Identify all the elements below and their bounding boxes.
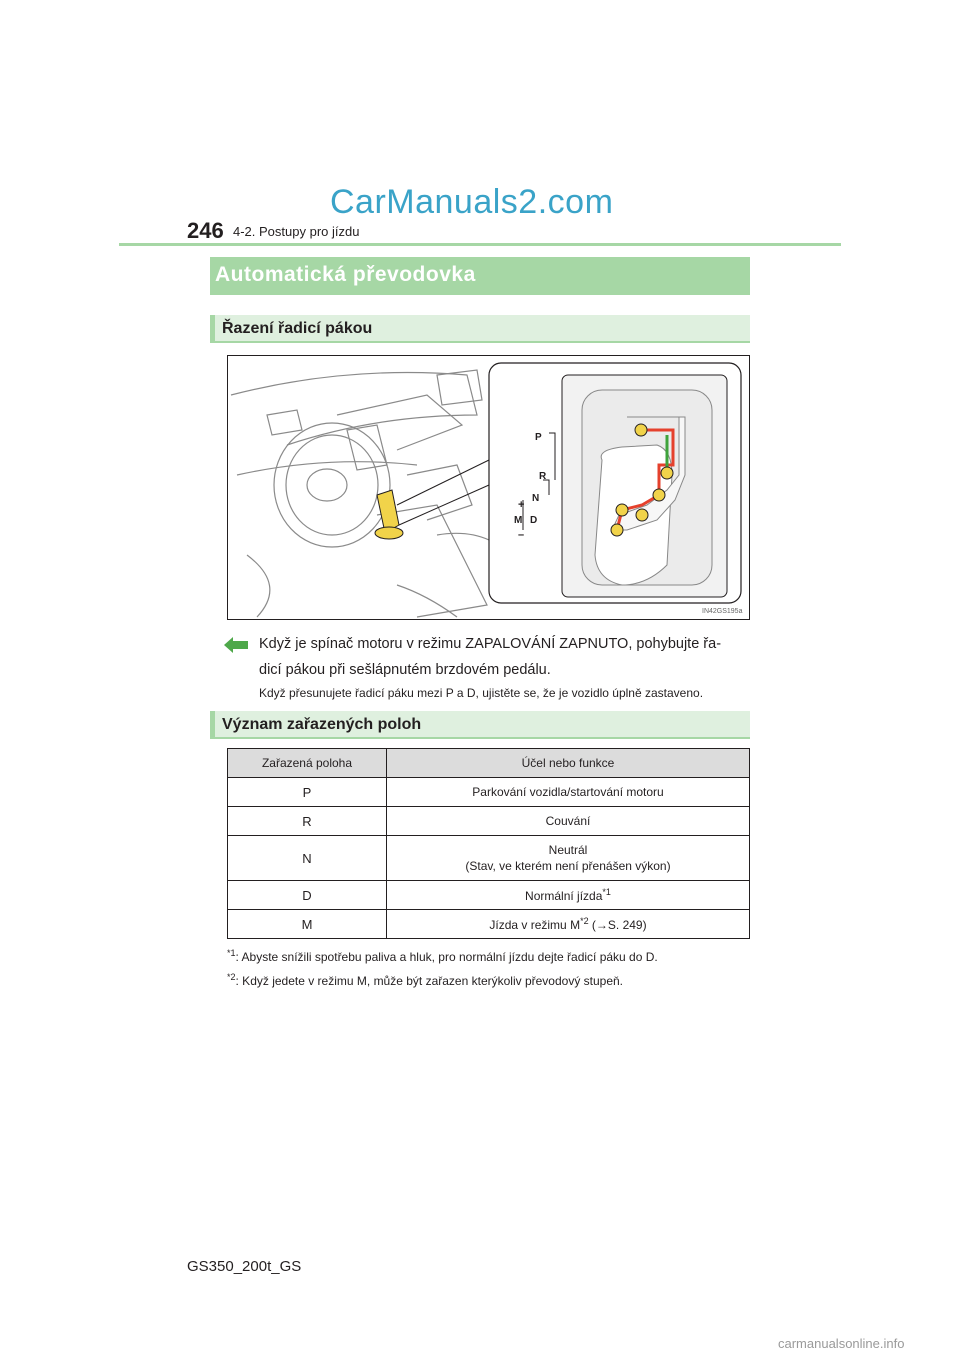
footnote-text: : Když jedete v režimu M, může být zařazen kterýkoliv převodový stupeň. bbox=[235, 974, 624, 988]
table-header-row bbox=[228, 749, 750, 778]
table-cell-position: P bbox=[228, 778, 387, 807]
footnote-ref: *1 bbox=[602, 887, 611, 897]
function-text: Normální jízda bbox=[525, 889, 603, 903]
gate-label-n: N bbox=[532, 493, 540, 504]
subsection-title-positions: Význam zařazených poloh bbox=[222, 716, 422, 733]
gear-positions-table bbox=[227, 748, 750, 939]
footnote-1 bbox=[227, 948, 658, 964]
illustration-code: IN42GS195a bbox=[702, 608, 743, 615]
footnote-mark: *1 bbox=[227, 948, 236, 958]
function-text: Jízda v režimu M bbox=[489, 918, 581, 932]
table-cell-position: M bbox=[228, 910, 387, 939]
table-cell-function bbox=[387, 910, 750, 939]
table-header-position: Zařazená poloha bbox=[228, 749, 387, 778]
footnote-2 bbox=[227, 972, 623, 988]
table-cell-function: Parkování vozidla/startování motoru bbox=[387, 778, 750, 807]
table-cell-function bbox=[387, 881, 750, 910]
table-row bbox=[228, 778, 750, 807]
gate-label-p: P bbox=[535, 432, 542, 443]
table-cell-position: D bbox=[228, 881, 387, 910]
table-row bbox=[228, 836, 750, 881]
footnote-mark: *2 bbox=[227, 972, 236, 982]
illustration-svg bbox=[227, 355, 750, 620]
gate-label-minus: – bbox=[518, 529, 525, 541]
table-row bbox=[228, 910, 750, 939]
gate-label-plus: + bbox=[518, 499, 525, 511]
watermark-carmanuals2: CarManuals2.com bbox=[330, 183, 614, 221]
table-cell-function: Couvání bbox=[387, 807, 750, 836]
table-cell-function bbox=[387, 836, 750, 881]
section-title: Automatická převodovka bbox=[215, 263, 476, 286]
table-row bbox=[228, 881, 750, 910]
instruction-line-2: dicí pákou při sešlápnutém brzdovém pedálu. bbox=[259, 662, 551, 678]
footnote-text: : Abyste snížili spotřebu paliva a hluk, pro normální jízdu dejte řadicí páku do D. bbox=[235, 950, 658, 964]
table-cell-position: N bbox=[228, 836, 387, 881]
table-header-function: Účel nebo funkce bbox=[387, 749, 750, 778]
table-row bbox=[228, 807, 750, 836]
instruction-note: Když přesunujete řadicí páku mezi P a D, ujistěte se, že je vozidlo úplně zastaveno. bbox=[259, 686, 704, 700]
header-rule bbox=[119, 243, 841, 246]
instruction-line-1: Když je spínač motoru v režimu ZAPALOVÁNÍ ZAPNUTO, pohybujte řa- bbox=[259, 636, 722, 652]
table-cell-position: R bbox=[228, 807, 387, 836]
arrow-left-icon bbox=[222, 635, 250, 655]
subsection-title-shifting: Řazení řadicí pákou bbox=[222, 320, 373, 337]
footer-model: GS350_200t_GS bbox=[187, 1258, 302, 1275]
shift-lever-illustration bbox=[227, 355, 750, 620]
function-line-1: Neutrál bbox=[548, 843, 588, 857]
page-reference-link[interactable]: (→S. 249) bbox=[588, 918, 647, 932]
chapter-title: 4-2. Postupy pro jízdu bbox=[233, 224, 360, 239]
watermark-carmanualsonline: carmanualsonline.info bbox=[778, 1336, 905, 1351]
gate-label-r: R bbox=[539, 471, 547, 482]
function-line-2: (Stav, ve kterém není přenášen výkon) bbox=[465, 859, 671, 873]
gate-label-m: M bbox=[514, 515, 523, 526]
footnote-ref: *2 bbox=[580, 916, 589, 926]
page-number: 246 bbox=[187, 218, 224, 243]
gate-label-d: D bbox=[530, 515, 538, 526]
